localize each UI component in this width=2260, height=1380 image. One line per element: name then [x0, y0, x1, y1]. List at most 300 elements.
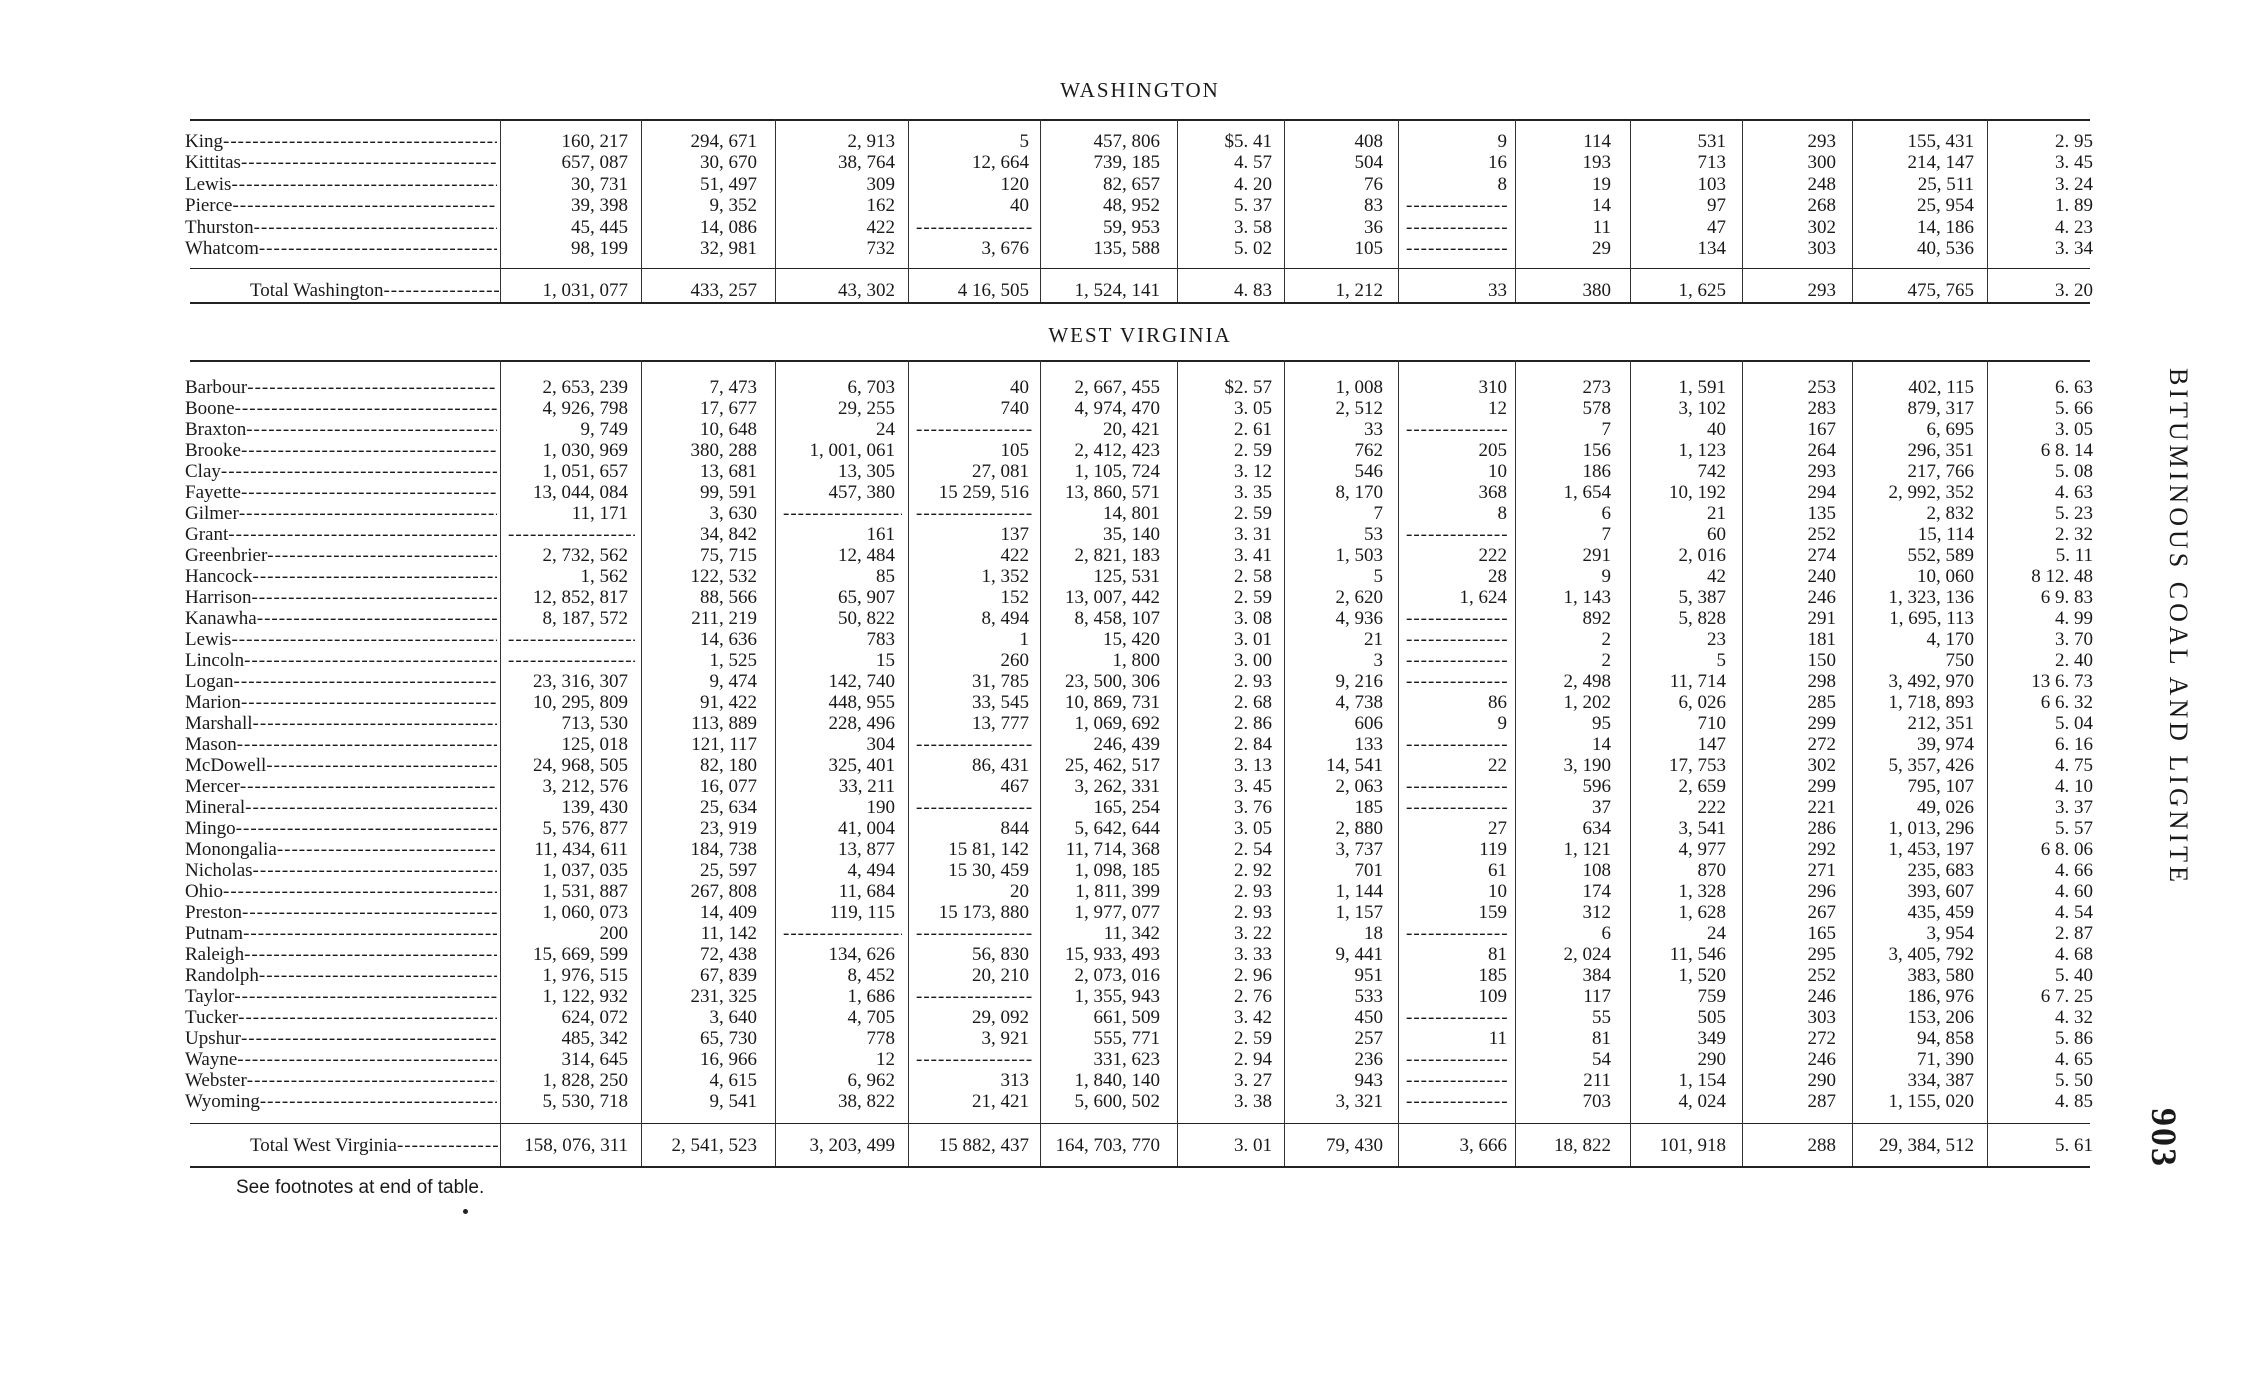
- table-cell: 186, 976: [1907, 986, 1974, 1007]
- table-cell: 60: [1707, 524, 1726, 545]
- county-name: Taylor -----: [185, 986, 497, 1007]
- table-cell: 408: [1354, 131, 1383, 152]
- table-cell: 135: [1807, 503, 1836, 524]
- table-cell: 22: [1488, 755, 1507, 776]
- table-cell: 3, 405, 792: [1888, 944, 1974, 965]
- table-cell: 8, 458, 107: [1074, 608, 1160, 629]
- table-cell: 3. 42: [1234, 1007, 1272, 1028]
- table-cell: 1, 060, 073: [542, 902, 628, 923]
- table-cell: 2, 880: [1335, 818, 1383, 839]
- table-cell: 299: [1807, 713, 1836, 734]
- table-cell: 6 9. 83: [2040, 587, 2093, 608]
- table-cell: 9, 474: [709, 671, 757, 692]
- table-row: [0, 440, 2093, 461]
- table-cell: 54: [1592, 1049, 1611, 1070]
- table-cell: 15: [876, 650, 895, 671]
- table-cell: 24: [1707, 923, 1726, 944]
- table-cell: 15, 420: [1103, 629, 1160, 650]
- table-cell: 457, 380: [828, 482, 895, 503]
- table-cell: 88, 566: [700, 587, 757, 608]
- table-row: [0, 1028, 2093, 1049]
- table-cell: 5: [1716, 650, 1726, 671]
- table-row: [0, 152, 2093, 173]
- table-cell: 2. 32: [2055, 524, 2093, 545]
- table-cell: 15, 933, 493: [1065, 944, 1160, 965]
- table-cell: 167: [1807, 419, 1836, 440]
- empty-cell-leader: [783, 503, 902, 524]
- table-cell: 1, 625: [1678, 280, 1726, 301]
- table-cell: 25, 511: [1917, 174, 1974, 195]
- table-cell: 14, 636: [700, 629, 757, 650]
- table-cell: 4. 23: [2055, 217, 2093, 238]
- table-cell: 71, 390: [1917, 1049, 1974, 1070]
- table-cell: 47: [1707, 217, 1726, 238]
- table-cell: 98, 199: [571, 238, 628, 259]
- table-cell: 97: [1707, 195, 1726, 216]
- table-cell: 1, 453, 197: [1888, 839, 1974, 860]
- table-cell: 4. 10: [2055, 776, 2093, 797]
- table-cell: 14: [1592, 195, 1611, 216]
- table-cell: 596: [1582, 776, 1611, 797]
- county-name: Barbour -----: [185, 377, 497, 398]
- table-cell: 221: [1807, 797, 1836, 818]
- table-cell: 6 8. 14: [2040, 440, 2093, 461]
- table-cell: 274: [1807, 545, 1836, 566]
- table-cell: 2. 93: [1234, 902, 1272, 923]
- table-cell: 1, 503: [1335, 545, 1383, 566]
- table-cell: 193: [1582, 152, 1611, 173]
- table-cell: 119, 115: [829, 902, 895, 923]
- table-cell: 2. 54: [1234, 839, 1272, 860]
- table-cell: 2. 59: [1234, 503, 1272, 524]
- table-cell: 160, 217: [561, 131, 628, 152]
- county-name: Wayne -----: [185, 1049, 497, 1070]
- table-cell: 56, 830: [972, 944, 1029, 965]
- total-row: [0, 280, 2093, 301]
- table-cell: 231, 325: [690, 986, 757, 1007]
- table-cell: 505: [1697, 1007, 1726, 1028]
- table-cell: 10, 295, 809: [533, 692, 628, 713]
- table-cell: 5. 04: [2055, 713, 2093, 734]
- table-cell: 81: [1592, 1028, 1611, 1049]
- table-cell: 1, 800: [1112, 650, 1160, 671]
- table-cell: 383, 580: [1907, 965, 1974, 986]
- empty-cell-leader: [1406, 1049, 1509, 1070]
- empty-cell-leader: [1406, 608, 1509, 629]
- table-cell: 1, 718, 893: [1888, 692, 1974, 713]
- table-cell: 1, 013, 296: [1888, 818, 1974, 839]
- table-cell: 9, 352: [709, 195, 757, 216]
- table-cell: 14, 086: [700, 217, 757, 238]
- county-name: Mineral -----: [185, 797, 497, 818]
- table-cell: 41, 004: [838, 818, 895, 839]
- table-row: [0, 419, 2093, 440]
- table-cell: 1, 105, 724: [1074, 461, 1160, 482]
- table-cell: 422: [1000, 545, 1029, 566]
- table-cell: 2, 992, 352: [1888, 482, 1974, 503]
- table-row: [0, 923, 2093, 944]
- table-cell: 21, 421: [972, 1091, 1029, 1112]
- table-cell: 51, 497: [700, 174, 757, 195]
- table-cell: 1, 122, 932: [542, 986, 628, 1007]
- table-cell: 40: [1707, 419, 1726, 440]
- table-cell: 109: [1478, 986, 1507, 1007]
- table-cell: 4. 68: [2055, 944, 2093, 965]
- table-cell: 302: [1807, 217, 1836, 238]
- table-cell: 3, 954: [1926, 923, 1974, 944]
- table-cell: 37: [1592, 797, 1611, 818]
- table-cell: 205: [1478, 440, 1507, 461]
- table-cell: 1, 051, 657: [542, 461, 628, 482]
- empty-cell-leader: [1406, 797, 1509, 818]
- table-cell: 39, 398: [571, 195, 628, 216]
- table-cell: 248: [1807, 174, 1836, 195]
- table-cell: 762: [1354, 440, 1383, 461]
- table-cell: 13, 777: [972, 713, 1029, 734]
- table-row: [0, 881, 2093, 902]
- empty-cell-leader: [1406, 1007, 1509, 1028]
- table-cell: 11, 171: [571, 503, 628, 524]
- table-cell: 5, 828: [1678, 608, 1726, 629]
- table-cell: 27, 081: [972, 461, 1029, 482]
- table-cell: 303: [1807, 1007, 1836, 1028]
- table-cell: 155, 431: [1907, 131, 1974, 152]
- table-cell: 450: [1354, 1007, 1383, 1028]
- table-cell: 4, 170: [1926, 629, 1974, 650]
- table-cell: 5. 37: [1234, 195, 1272, 216]
- table-cell: 380: [1582, 280, 1611, 301]
- table-cell: 3. 01: [1234, 1135, 1272, 1156]
- table-cell: 2. 93: [1234, 671, 1272, 692]
- total-label: Total Washington -----: [250, 280, 500, 301]
- table-cell: 5. 66: [2055, 398, 2093, 419]
- table-cell: 606: [1354, 713, 1383, 734]
- table-cell: 2. 61: [1234, 419, 1272, 440]
- table-cell: 1, 686: [847, 986, 895, 1007]
- table-cell: 555, 771: [1093, 1028, 1160, 1049]
- county-name: Grant -----: [185, 524, 497, 545]
- table-cell: 2, 659: [1678, 776, 1726, 797]
- table-cell: 10, 192: [1669, 482, 1726, 503]
- table-cell: 23, 316, 307: [533, 671, 628, 692]
- table-cell: 3, 676: [981, 238, 1029, 259]
- table-cell: 14, 541: [1326, 755, 1383, 776]
- table-cell: 10: [1488, 881, 1507, 902]
- table-cell: 99, 591: [700, 482, 757, 503]
- table-cell: 42: [1707, 566, 1726, 587]
- table-cell: 2. 40: [2055, 650, 2093, 671]
- table-cell: 91, 422: [700, 692, 757, 713]
- table-cell: 285: [1807, 692, 1836, 713]
- table-cell: 108: [1582, 860, 1611, 881]
- table-cell: 448, 955: [828, 692, 895, 713]
- table-cell: 3. 08: [1234, 608, 1272, 629]
- table-cell: 2. 93: [1234, 881, 1272, 902]
- empty-cell-leader: [508, 650, 635, 671]
- table-cell: 1, 202: [1563, 692, 1611, 713]
- table-cell: 3. 22: [1234, 923, 1272, 944]
- table-cell: 184, 738: [690, 839, 757, 860]
- table-cell: 304: [866, 734, 895, 755]
- table-cell: 4. 54: [2055, 902, 2093, 923]
- table-cell: 783: [866, 629, 895, 650]
- table-cell: 6. 63: [2055, 377, 2093, 398]
- table-cell: 380, 288: [690, 440, 757, 461]
- table-cell: 3. 34: [2055, 238, 2093, 259]
- table-row: [0, 398, 2093, 419]
- table-cell: 3. 33: [1234, 944, 1272, 965]
- table-cell: 10, 869, 731: [1065, 692, 1160, 713]
- table-cell: 3, 203, 499: [809, 1135, 895, 1156]
- table-cell: 3. 41: [1234, 545, 1272, 566]
- table-cell: 1, 155, 020: [1888, 1091, 1974, 1112]
- empty-cell-leader: [1406, 650, 1509, 671]
- table-cell: 4, 974, 470: [1074, 398, 1160, 419]
- table-cell: 286: [1807, 818, 1836, 839]
- table-cell: 33, 545: [972, 692, 1029, 713]
- table-row: [0, 1091, 2093, 1112]
- table-cell: 14, 186: [1917, 217, 1974, 238]
- table-cell: 4. 57: [1234, 152, 1272, 173]
- empty-cell-leader: [1406, 217, 1509, 238]
- table-cell: 1, 624: [1459, 587, 1507, 608]
- table-cell: 713: [1697, 152, 1726, 173]
- empty-cell-leader: [1406, 1091, 1509, 1112]
- total-label: Total West Virginia -----: [250, 1135, 500, 1156]
- table-cell: 72, 438: [700, 944, 757, 965]
- county-name: McDowell -----: [185, 755, 497, 776]
- county-name: Brooke -----: [185, 440, 497, 461]
- table-cell: 4. 20: [1234, 174, 1272, 195]
- table-bottom-rule: [190, 302, 2090, 304]
- table-cell: 76: [1364, 174, 1383, 195]
- table-cell: 272: [1807, 1028, 1836, 1049]
- table-cell: 12, 852, 817: [533, 587, 628, 608]
- table-cell: 61: [1488, 860, 1507, 881]
- table-cell: 710: [1697, 713, 1726, 734]
- table-cell: 17, 677: [700, 398, 757, 419]
- table-row: [0, 755, 2093, 776]
- table-cell: 86, 431: [972, 755, 1029, 776]
- county-name: Kanawha -----: [185, 608, 497, 629]
- table-cell: 43, 302: [838, 280, 895, 301]
- county-name: Harrison -----: [185, 587, 497, 608]
- table-cell: 49, 026: [1917, 797, 1974, 818]
- table-cell: 1, 144: [1335, 881, 1383, 902]
- table-cell: 844: [1000, 818, 1029, 839]
- table-cell: 133: [1354, 734, 1383, 755]
- table-cell: 6, 695: [1926, 419, 1974, 440]
- empty-cell-leader: [508, 524, 635, 545]
- table-cell: 661, 509: [1093, 1007, 1160, 1028]
- table-cell: 1, 143: [1563, 587, 1611, 608]
- table-cell: 40, 536: [1917, 238, 1974, 259]
- table-bottom-rule: [190, 1166, 2090, 1168]
- table-cell: 5. 08: [2055, 461, 2093, 482]
- table-cell: 3. 20: [2055, 280, 2093, 301]
- table-cell: 2: [1601, 650, 1611, 671]
- table-cell: 402, 115: [1908, 377, 1974, 398]
- table-cell: 3. 27: [1234, 1070, 1272, 1091]
- table-cell: 2. 86: [1234, 713, 1272, 734]
- county-name: Tucker -----: [185, 1007, 497, 1028]
- table-cell: 879, 317: [1907, 398, 1974, 419]
- table-cell: 3, 321: [1335, 1091, 1383, 1112]
- table-cell: 1, 976, 515: [542, 965, 628, 986]
- table-cell: 6, 703: [847, 377, 895, 398]
- table-cell: 314, 645: [561, 1049, 628, 1070]
- table-cell: 122, 532: [690, 566, 757, 587]
- table-cell: 86: [1488, 692, 1507, 713]
- table-cell: 296, 351: [1907, 440, 1974, 461]
- table-row: [0, 860, 2093, 881]
- table-cell: 29, 384, 512: [1879, 1135, 1974, 1156]
- table-cell: 3, 630: [709, 503, 757, 524]
- table-cell: 13, 681: [700, 461, 757, 482]
- table-cell: 634: [1582, 818, 1611, 839]
- table-cell: 287: [1807, 1091, 1836, 1112]
- table-cell: 6: [1601, 503, 1611, 524]
- table-cell: 2, 653, 239: [542, 377, 628, 398]
- table-cell: 240: [1807, 566, 1836, 587]
- table-cell: 13, 044, 084: [533, 482, 628, 503]
- table-cell: 422: [866, 217, 895, 238]
- county-name: Wyoming -----: [185, 1091, 497, 1112]
- table-cell: 67, 839: [700, 965, 757, 986]
- table-row: [0, 174, 2093, 195]
- table-row: [0, 566, 2093, 587]
- table-cell: 15 30, 459: [948, 860, 1029, 881]
- county-name: Randolph -----: [185, 965, 497, 986]
- table-cell: 7: [1601, 419, 1611, 440]
- table-cell: 578: [1582, 398, 1611, 419]
- table-cell: 701: [1354, 860, 1383, 881]
- table-cell: 15 81, 142: [948, 839, 1029, 860]
- table-cell: 15 259, 516: [938, 482, 1029, 503]
- county-name: Braxton -----: [185, 419, 497, 440]
- table-cell: 29: [1592, 238, 1611, 259]
- table-cell: 21: [1364, 629, 1383, 650]
- table-cell: 252: [1807, 524, 1836, 545]
- table-cell: 6 6. 32: [2040, 692, 2093, 713]
- county-name: King -----: [185, 131, 497, 152]
- county-name: Upshur -----: [185, 1028, 497, 1049]
- table-cell: 7, 473: [709, 377, 757, 398]
- table-cell: 264: [1807, 440, 1836, 461]
- table-cell: 5. 11: [2055, 545, 2093, 566]
- table-cell: 1, 840, 140: [1074, 1070, 1160, 1091]
- table-cell: 267, 808: [690, 881, 757, 902]
- table-cell: 272: [1807, 734, 1836, 755]
- table-cell: 3. 37: [2055, 797, 2093, 818]
- table-cell: 313: [1000, 1070, 1029, 1091]
- table-cell: 38, 822: [838, 1091, 895, 1112]
- table-cell: 14: [1592, 734, 1611, 755]
- empty-cell-leader: [916, 797, 1034, 818]
- table-cell: 105: [1000, 440, 1029, 461]
- table-cell: 23, 500, 306: [1065, 671, 1160, 692]
- table-cell: 295: [1807, 944, 1836, 965]
- table-cell: 12, 484: [838, 545, 895, 566]
- table-cell: 2, 498: [1563, 671, 1611, 692]
- table-cell: 546: [1354, 461, 1383, 482]
- county-name: Lewis -----: [185, 174, 497, 195]
- table-cell: 349: [1697, 1028, 1726, 1049]
- table-cell: 6 7. 25: [2040, 986, 2093, 1007]
- county-name: Marion -----: [185, 692, 497, 713]
- table-cell: 20, 210: [972, 965, 1029, 986]
- table-cell: 4, 615: [709, 1070, 757, 1091]
- table-cell: 870: [1697, 860, 1726, 881]
- table-row: [0, 986, 2093, 1007]
- table-row: [0, 692, 2093, 713]
- table-cell: 1, 828, 250: [542, 1070, 628, 1091]
- empty-cell-leader: [1406, 923, 1509, 944]
- table-cell: 40: [1010, 377, 1029, 398]
- table-cell: 552, 589: [1907, 545, 1974, 566]
- table-cell: 302: [1807, 755, 1836, 776]
- table-cell: 45, 445: [571, 217, 628, 238]
- table-cell: 1, 355, 943: [1074, 986, 1160, 1007]
- table-cell: 3. 24: [2055, 174, 2093, 195]
- county-name: Raleigh -----: [185, 944, 497, 965]
- table-cell: 2, 063: [1335, 776, 1383, 797]
- table-cell: 9, 749: [580, 419, 628, 440]
- table-cell: 6 8. 06: [2040, 839, 2093, 860]
- table-cell: 300: [1807, 152, 1836, 173]
- table-cell: 95: [1592, 713, 1611, 734]
- table-cell: 4, 494: [847, 860, 895, 881]
- table-cell: 1, 323, 136: [1888, 587, 1974, 608]
- table-cell: 246: [1807, 986, 1836, 1007]
- table-cell: 331, 623: [1093, 1049, 1160, 1070]
- table-cell: 299: [1807, 776, 1836, 797]
- county-name: Gilmer -----: [185, 503, 497, 524]
- table-cell: 3. 45: [2055, 152, 2093, 173]
- table-cell: 24, 968, 505: [533, 755, 628, 776]
- table-cell: 3. 01: [1234, 629, 1272, 650]
- table-cell: 5. 02: [1234, 238, 1272, 259]
- table-cell: 303: [1807, 238, 1836, 259]
- county-name: Lewis -----: [185, 629, 497, 650]
- table-cell: 181: [1807, 629, 1836, 650]
- table-cell: 7: [1601, 524, 1611, 545]
- table-cell: 3. 00: [1234, 650, 1272, 671]
- table-cell: 153, 206: [1907, 1007, 1974, 1028]
- table-cell: 10, 648: [700, 419, 757, 440]
- empty-cell-leader: [916, 1049, 1034, 1070]
- table-cell: 6: [1601, 923, 1611, 944]
- table-cell: 246: [1807, 1049, 1836, 1070]
- table-cell: 467: [1000, 776, 1029, 797]
- table-cell: 2, 620: [1335, 587, 1383, 608]
- table-cell: 3. 31: [1234, 524, 1272, 545]
- table-cell: 65, 907: [838, 587, 895, 608]
- table-cell: 6. 16: [2055, 734, 2093, 755]
- empty-cell-leader: [1406, 524, 1509, 545]
- table-cell: 713, 530: [561, 713, 628, 734]
- table-cell: 298: [1807, 671, 1836, 692]
- table-cell: 2, 541, 523: [671, 1135, 757, 1156]
- table-cell: 291: [1807, 608, 1836, 629]
- county-name: Fayette -----: [185, 482, 497, 503]
- table-cell: 252: [1807, 965, 1836, 986]
- table-cell: 5. 23: [2055, 503, 2093, 524]
- table-cell: 4. 99: [2055, 608, 2093, 629]
- table-cell: 12, 664: [972, 152, 1029, 173]
- empty-cell-leader: [1406, 195, 1509, 216]
- table-cell: 3, 212, 576: [542, 776, 628, 797]
